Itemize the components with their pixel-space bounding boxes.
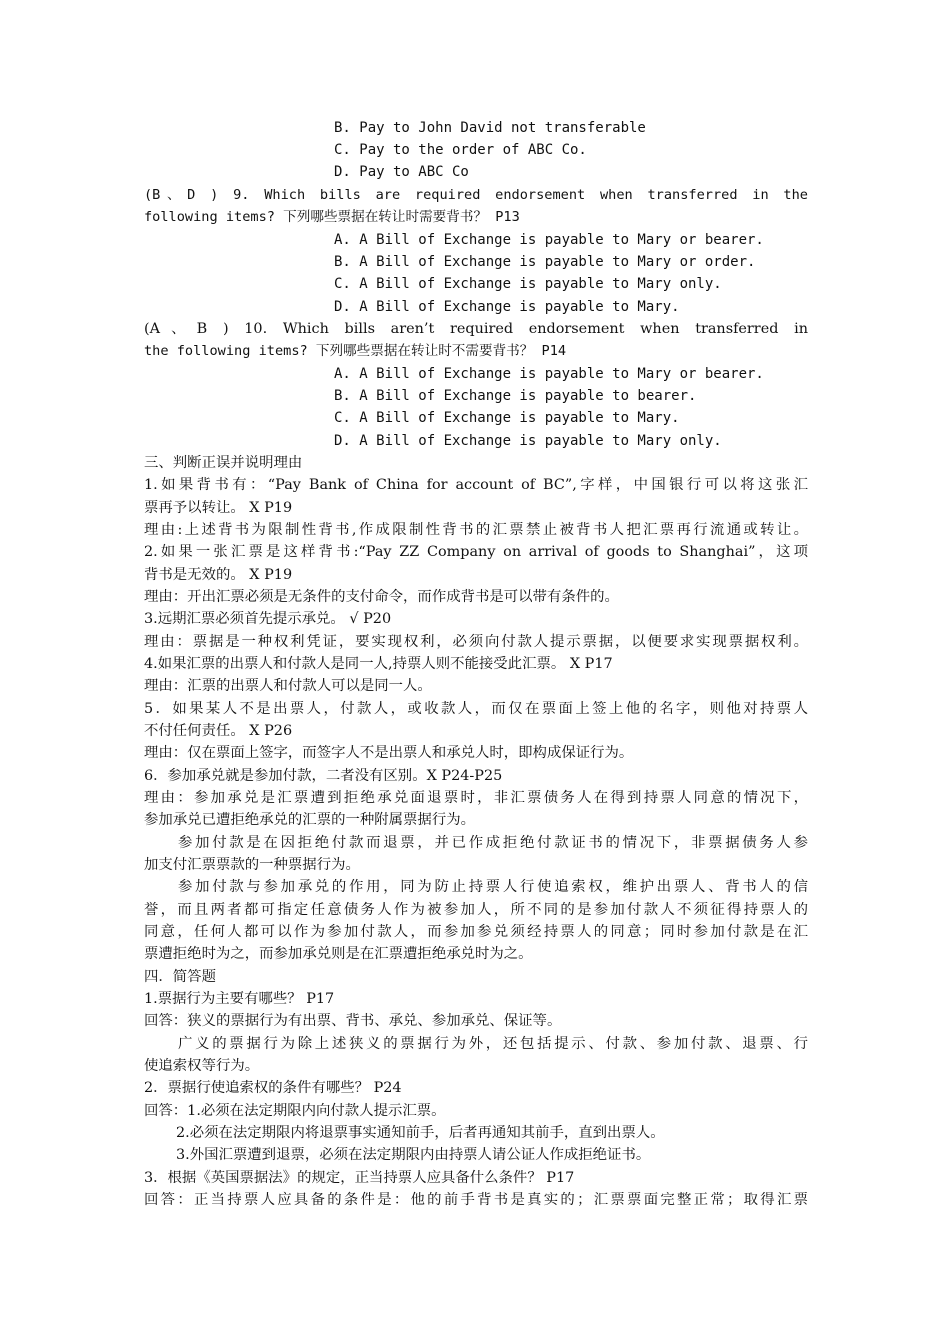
- s3-line: 同意，任何人都可以作为参加付款人，而参加参兑须经持票人的同意；同时参加付款是在汇: [144, 924, 808, 940]
- q10-option-c: C. A Bill of Exchange is payable to Mary.: [334, 410, 680, 426]
- section-4-heading: 四．简答题: [144, 969, 216, 985]
- q10-option-b: B. A Bill of Exchange is payable to bearer.: [334, 388, 697, 404]
- s3-line: 理由：汇票的出票人和付款人可以是同一人。: [144, 678, 432, 694]
- q9-option-a: A. A Bill of Exchange is payable to Mary or bearer.: [334, 232, 764, 248]
- s4-line: 广义的票据行为除上述狭义的票据行为外，还包括提示、付款、参加付款、退票、行: [178, 1036, 808, 1052]
- s3-line: 理由:上述背书为限制性背书,作成限制性背书的汇票禁止被背书人把汇票再行流通或转让。: [144, 522, 808, 538]
- q10-question-line-2: the following items? 下列哪些票据在转让时不需要背书？ P14: [144, 343, 567, 359]
- s3-line: 6．参加承兑就是参加付款，二者没有区别。X P24-P25: [144, 768, 503, 784]
- s4-line: 3．根据《英国票据法》的规定，正当持票人应具备什么条件？ P17: [144, 1170, 575, 1186]
- s3-line: 票遭拒绝时为之，而参加承兑则是在汇票遭拒绝承兑时为之。: [144, 946, 533, 962]
- s3-line: 参加付款与参加承兑的作用，同为防止持票人行使追索权，维护出票人、背书人的信: [178, 879, 808, 895]
- q9-option-d: D. A Bill of Exchange is payable to Mary.: [334, 299, 680, 315]
- s3-line: 理由：开出汇票必须是无条件的支付命令，而作成背书是可以带有条件的。: [144, 589, 619, 605]
- s4-line: 回答：正当持票人应具备的条件是：他的前手背书是真实的；汇票票面完整正常；取得汇票: [144, 1192, 808, 1208]
- q10-option-d: D. A Bill of Exchange is payable to Mary only.: [334, 433, 722, 449]
- section-3-heading: 三、判断正误并说明理由: [144, 455, 303, 471]
- s3-line: 理由：票据是一种权利凭证，要实现权利，必须向付款人提示票据，以便要求实现票据权利。: [144, 634, 808, 650]
- s4-line: 回答：1.必须在法定期限内向付款人提示汇票。: [144, 1103, 446, 1119]
- s3-line: 誉，而且两者都可指定任意债务人作为被参加人，所不同的是参加付款人不须征得持票人的: [144, 902, 808, 918]
- q9-question-line-2: following items? 下列哪些票据在转让时需要背书？ P13: [144, 209, 520, 225]
- s3-line: 3.远期汇票必须首先提示承兑。 √ P20: [144, 611, 392, 627]
- q10-option-a: A. A Bill of Exchange is payable to Mary or bearer.: [334, 366, 764, 382]
- s3-line: 参加承兑已遭拒绝承兑的汇票的一种附属票据行为。: [144, 812, 475, 828]
- s3-line: 理由：仅在票面上签字，而签字人不是出票人和承兑人时，即构成保证行为。: [144, 745, 634, 761]
- q9-question-line-1: (B、D ) 9. Which bills are required endorsement when transferred in the: [144, 187, 808, 203]
- s3-line: 理由：参加承兑是汇票遭到拒绝承兑面退票时，非汇票债务人在得到持票人同意的情况下，: [144, 790, 808, 806]
- q8-option-d: D. Pay to ABC Co: [334, 164, 469, 180]
- s4-line: 2.必须在法定期限内将退票事实通知前手，后者再通知其前手，直到出票人。: [176, 1125, 665, 1141]
- s4-line: 回答：狭义的票据行为有出票、背书、承兑、参加承兑、保证等。: [144, 1013, 562, 1029]
- s3-line: 1.如果背书有：“Pay Bank of China for account of BC”,字样，中国银行可以将这张汇: [144, 477, 808, 493]
- q9-option-c: C. A Bill of Exchange is payable to Mary only.: [334, 276, 722, 292]
- s3-line: 4.如果汇票的出票人和付款人是同一人,持票人则不能接受此汇票。 X P17: [144, 656, 613, 672]
- s3-line: 加支付汇票票款的一种票据行为。: [144, 857, 360, 873]
- q9-option-b: B. A Bill of Exchange is payable to Mary or order.: [334, 254, 756, 270]
- s4-line: 3.外国汇票遭到退票，必须在法定期限内由持票人请公证人作成拒绝证书。: [176, 1147, 651, 1163]
- s3-line: 参加付款是在因拒绝付款而退票，并已作成拒绝付款证书的情况下，非票据债务人参: [178, 835, 808, 851]
- s3-line: 5．如果某人不是出票人，付款人，或收款人，而仅在票面上签上他的名字，则他对持票人: [144, 701, 808, 717]
- q10-question-line-1: (A、B ) 10. Which bills aren’t required endorsement when transferred in: [144, 321, 808, 337]
- q8-option-b: B. Pay to John David not transferable: [334, 120, 646, 136]
- s3-line: 不付任何责任。 X P26: [144, 723, 293, 739]
- q8-option-c: C. Pay to the order of ABC Co.: [334, 142, 587, 158]
- s4-line: 1.票据行为主要有哪些？ P17: [144, 991, 335, 1007]
- s4-line: 2．票据行使追索权的条件有哪些？ P24: [144, 1080, 402, 1096]
- s3-line: 背书是无效的。 X P19: [144, 567, 293, 583]
- s3-line: 2.如果一张汇票是这样背书:“Pay ZZ Company on arrival of goods to Shanghai”，这项: [144, 544, 808, 560]
- s4-line: 使追索权等行为。: [144, 1058, 260, 1074]
- s3-line: 票再予以转让。 X P19: [144, 500, 293, 516]
